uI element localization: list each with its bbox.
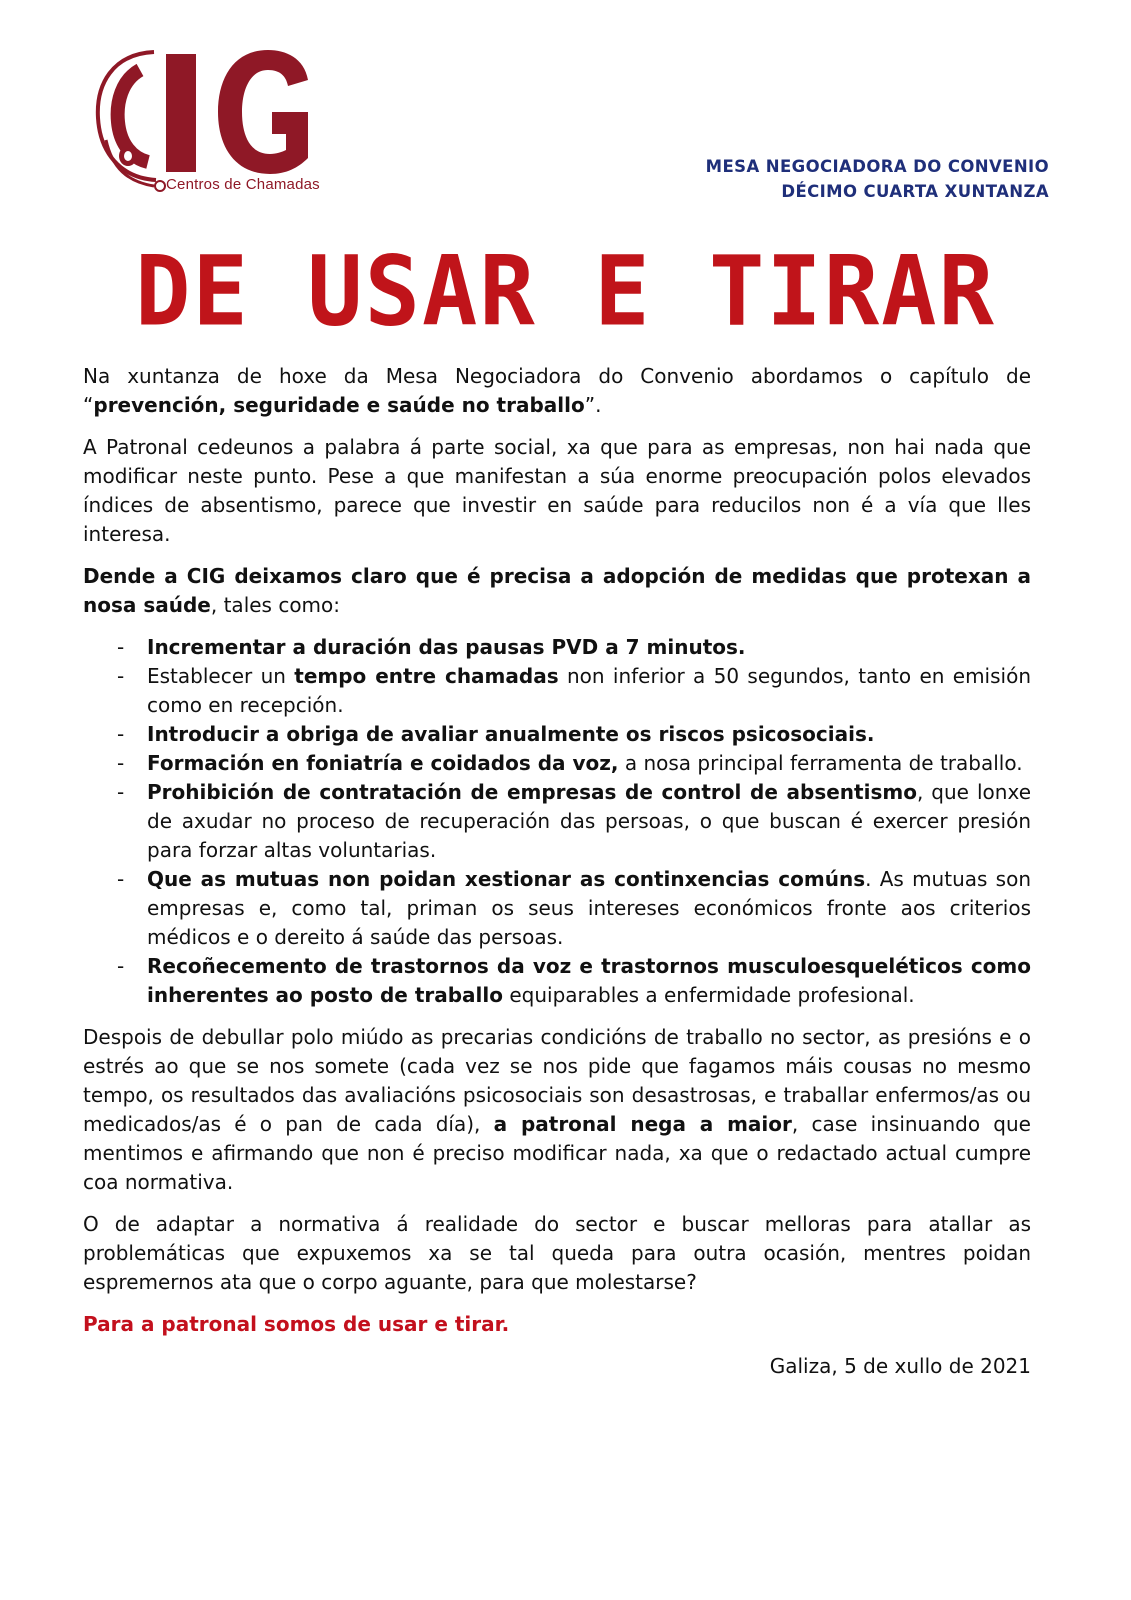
- logo-caption: Centros de Chamadas: [166, 176, 320, 193]
- demands-list: [83, 633, 1031, 1010]
- list-item: - Introducir a obriga de avaliar anualmente os riscos psicosociais.: [83, 720, 1031, 749]
- meeting-title: MESA NEGOCIADORA DO CONVENIO: [705, 157, 1049, 176]
- list-item: - Recoñecemento de trastornos da voz e trastornos musculoesqueléticos como inherentes ao posto de traballo equiparables a enfermidade profesional.: [83, 952, 1031, 1010]
- signature-date: Galiza, 5 de xullo de 2021: [769, 1354, 1031, 1378]
- list-item: - Que as mutuas non poidan xestionar as continxencias comúns. As mutuas son empresas e, como tal, priman os seus intereses económicos fronte aos criterios médicos e o dereito á saúde das persoas.: [83, 865, 1031, 952]
- list-item: - Formación en foniatría e coidados da voz, a nosa principal ferramenta de traballo.: [83, 749, 1031, 778]
- paragraph-conditions: Despois de debullar polo miúdo as precarias condicións de traballo no sector, as presións e o estrés ao que se nos somete (cada vez se nos pide que fagamos máis cousas no mesmo tempo, os resultados das avaliacións psicosociais son desastrosas, e traballar enfermos/as ou medicados/as é o pan de cada día), a patronal nega a maior, case insinuando que mentimos e afirmando que non é preciso modificar nada, xa que o redactado actual cumpre coa normativa.: [83, 1025, 1031, 1194]
- list-item: - Prohibición de contratación de empresas de control de absentismo, que lonxe de axudar no proceso de recuperación das persoas, o que buscan é exercer presión para forzar altas voluntarias.: [83, 778, 1031, 865]
- meeting-info: [706, 154, 1049, 204]
- list-item: - Incrementar a duración das pausas PVD a 7 minutos.: [83, 633, 1031, 662]
- paragraph-conclusion: O de adaptar a normativa á realidade do sector e buscar melloras para atallar as problemáticas que expuxemos xa se tal queda para outra ocasión, mentres poidan espremernos ata que o corpo aguante, para que molestarse?: [83, 1212, 1031, 1294]
- closing-statement: Para a patronal somos de usar e tirar.: [83, 1312, 510, 1336]
- paragraph-patronal: A Patronal cedeunos a palabra á parte social, xa que para as empresas, non hai nada que modificar neste punto. Pese a que manifestan a súa enorme preocupación polos elevados índices de absentismo, parece que investir en saúde para reducilos non é a vía que lles interesa.: [83, 435, 1031, 546]
- document-body: [83, 362, 1031, 1394]
- paragraph-cig-demands: Dende a CIG deixamos claro que é precisa a adopción de medidas que protexan a nosa saúde, tales como:: [83, 564, 1031, 617]
- meeting-session: DÉCIMO CUARTA XUNTANZA: [781, 182, 1049, 201]
- list-item: - Establecer un tempo entre chamadas non inferior a 50 segundos, tanto en emisión como en recepción.: [83, 662, 1031, 720]
- paragraph-intro: Na xuntanza de hoxe da Mesa Negociadora do Convenio abordamos o capítulo de “prevención, seguridade e saúde no traballo”.: [83, 364, 1031, 417]
- headline: DE USAR E TIRAR: [135, 235, 996, 348]
